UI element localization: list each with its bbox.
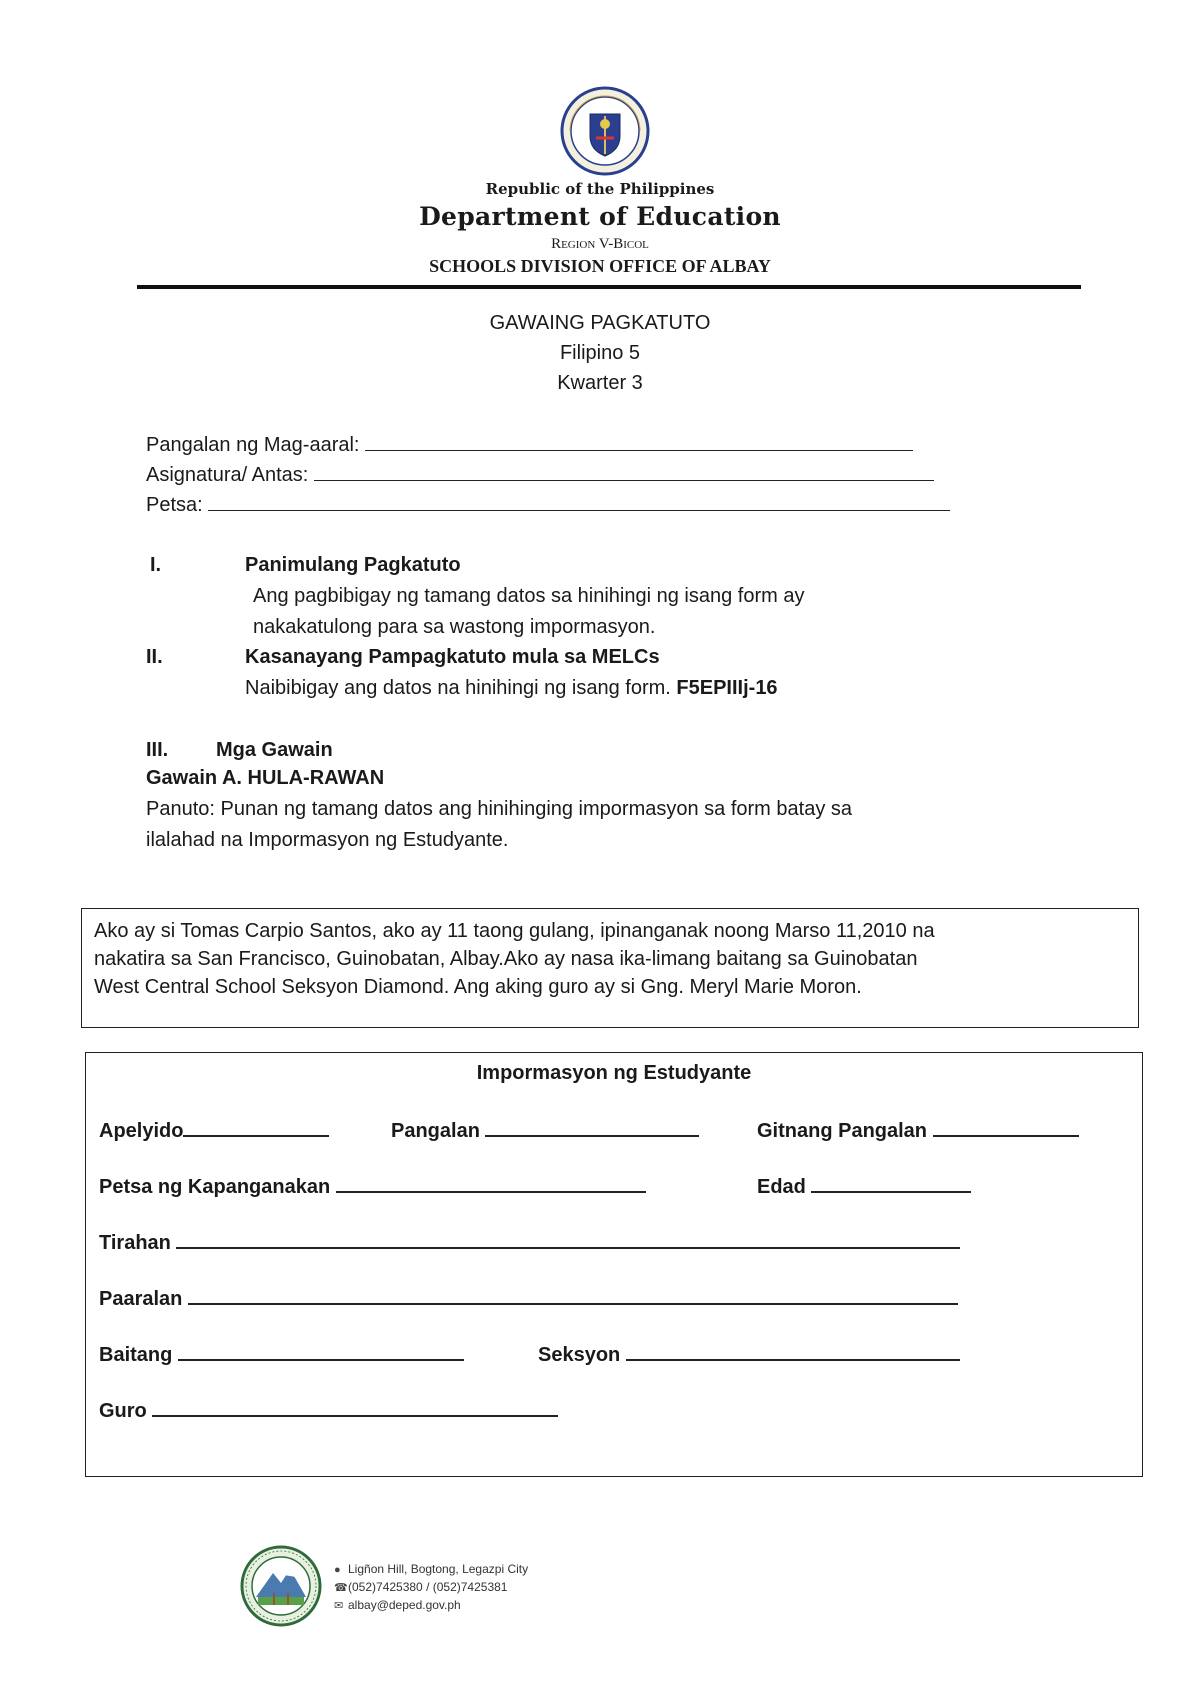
section-2-text <box>245 677 778 700</box>
school-blank[interactable] <box>188 1285 958 1305</box>
school-field[interactable] <box>99 1285 958 1311</box>
student-story-box <box>81 908 1139 1028</box>
instruction-line-2: ilalahad na Impormasyon ng Estudyante. <box>146 829 509 851</box>
location-pin-icon: ● <box>334 1564 341 1576</box>
student-name-blank[interactable] <box>365 432 913 451</box>
phone-icon: ☎ <box>334 1582 348 1594</box>
address-label: Tirahan <box>99 1232 171 1254</box>
header-divider <box>137 285 1081 289</box>
email-icon: ✉ <box>334 1600 344 1612</box>
school-label: Paaralan <box>99 1288 183 1310</box>
surname-field[interactable] <box>99 1117 329 1143</box>
sdo-albay-seal-logo <box>240 1545 322 1627</box>
region-heading: Region V-Bicol <box>551 236 649 252</box>
student-name-label: Pangalan ng Mag-aaral: <box>146 434 360 456</box>
instruction-line-1: Panuto: Punan ng tamang datos ang hinihinging impormasyon sa form batay sa <box>146 798 852 820</box>
department-heading: Department of Education <box>419 202 781 231</box>
footer-address <box>334 1562 528 1576</box>
section-label: Seksyon <box>538 1344 621 1366</box>
section-2-number: II. <box>146 646 163 668</box>
first-name-field[interactable] <box>391 1117 699 1143</box>
grade-label: Baitang <box>99 1344 173 1366</box>
section-field[interactable] <box>538 1341 960 1367</box>
birthdate-blank[interactable] <box>336 1173 646 1193</box>
section-3-number: III. <box>146 739 169 761</box>
melc-code: F5EPIIIj-16 <box>676 677 778 699</box>
surname-blank[interactable] <box>183 1117 329 1137</box>
footer-email[interactable] <box>334 1598 461 1612</box>
deped-seal-logo <box>560 86 650 176</box>
grade-blank[interactable] <box>178 1341 464 1361</box>
activity-title: Gawain A. HULA-RAWAN <box>146 767 385 789</box>
teacher-field[interactable] <box>99 1397 558 1423</box>
date-field[interactable] <box>146 492 950 517</box>
section-1-line-2: nakakatulong para sa wastong impormasyon. <box>253 616 656 638</box>
footer-email-text[interactable]: albay@deped.gov.ph <box>348 1598 461 1612</box>
grade-level-blank[interactable] <box>314 462 934 481</box>
middle-name-blank[interactable] <box>933 1117 1079 1137</box>
footer-phone-text: (052)7425380 / (052)7425381 <box>348 1580 508 1594</box>
division-heading: SCHOOLS DIVISION OFFICE OF ALBAY <box>429 256 771 276</box>
section-3-title: Mga Gawain <box>216 739 333 761</box>
form-title: Impormasyon ng Estudyante <box>476 1062 752 1084</box>
date-label: Petsa: <box>146 494 203 516</box>
subject-label: Filipino 5 <box>559 342 641 364</box>
quarter-label: Kwarter 3 <box>557 372 643 394</box>
section-blank[interactable] <box>626 1341 960 1361</box>
page-title: GAWAING PAGKATUTO <box>489 312 711 334</box>
middle-name-label: Gitnang Pangalan <box>757 1120 928 1142</box>
story-line-3: West Central School Seksyon Diamond. Ang aking guro ay si Gng. Meryl Marie Moron. <box>94 976 862 998</box>
section-1-title: Panimulang Pagkatuto <box>245 554 461 576</box>
section-1-line-1: Ang pagbibigay ng tamang datos sa hinihingi ng isang form ay <box>253 585 805 607</box>
student-name-field[interactable] <box>146 432 913 457</box>
first-name-blank[interactable] <box>485 1117 699 1137</box>
age-label: Edad <box>757 1176 806 1198</box>
grade-level-label: Asignatura/ Antas: <box>146 464 309 486</box>
footer-address-text: Ligñon Hill, Bogtong, Legazpi City <box>348 1562 529 1576</box>
birthdate-field[interactable] <box>99 1173 646 1199</box>
age-blank[interactable] <box>811 1173 971 1193</box>
first-name-label: Pangalan <box>391 1120 480 1142</box>
teacher-label: Guro <box>99 1400 147 1422</box>
section-2-title: Kasanayang Pampagkatuto mula sa MELCs <box>245 646 660 668</box>
middle-name-field[interactable] <box>757 1117 1079 1143</box>
address-blank[interactable] <box>176 1229 960 1249</box>
surname-label: Apelyido <box>99 1120 184 1142</box>
story-line-2: nakatira sa San Francisco, Guinobatan, Albay.Ako ay nasa ika-limang baitang sa Guinobatan <box>94 948 918 970</box>
date-blank[interactable] <box>208 492 950 511</box>
melc-description: Naibibigay ang datos na hinihingi ng isang form. <box>245 677 671 699</box>
section-1-number: I. <box>150 554 162 576</box>
grade-field[interactable] <box>99 1341 464 1367</box>
story-line-1: Ako ay si Tomas Carpio Santos, ako ay 11 taong gulang, ipinanganak noong Marso 11,2010 na <box>94 920 935 942</box>
age-field[interactable] <box>757 1173 971 1199</box>
birthdate-label: Petsa ng Kapanganakan <box>99 1176 331 1198</box>
grade-level-field[interactable] <box>146 462 934 487</box>
footer-phone <box>334 1580 507 1594</box>
address-field[interactable] <box>99 1229 960 1255</box>
teacher-blank[interactable] <box>152 1397 558 1417</box>
republic-heading: Republic of the Philippines <box>485 180 715 198</box>
